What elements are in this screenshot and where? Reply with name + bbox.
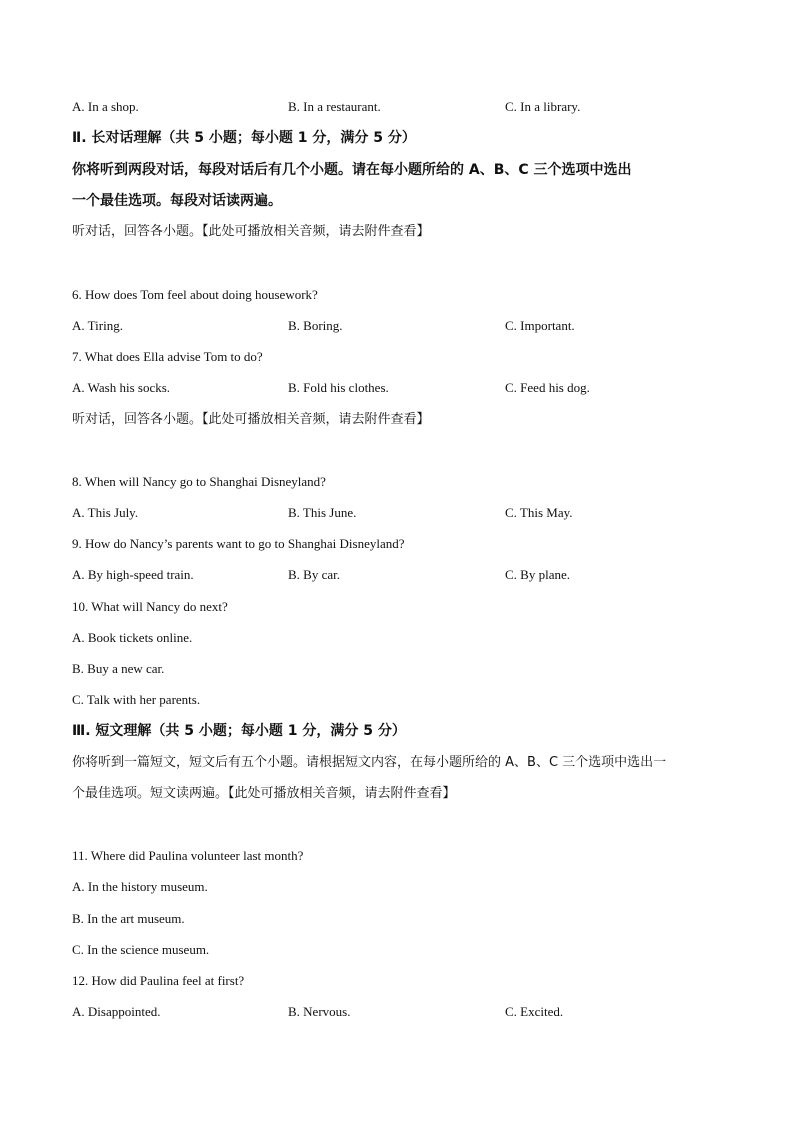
question-7: 7. What does Ella advise Tom to do?	[72, 349, 263, 364]
section-2-title: Ⅱ. 长对话理解（共 5 小题；每小题 1 分，满分 5 分）	[72, 130, 416, 146]
option-c: C. By plane.	[505, 567, 570, 582]
q8-options-row	[72, 504, 732, 522]
question-6: 6. How does Tom feel about doing housework?	[72, 287, 318, 302]
question-9: 9. How do Nancy’s parents want to go to Shanghai Disneyland?	[72, 536, 405, 551]
option-a: A. Wash his socks.	[72, 380, 171, 395]
section-3-instruction-line1: 你将听到一篇短文，短文后有五个小题。请根据短文内容，在每小题所给的 A、B、C 三个选项中选出一	[72, 755, 667, 770]
question-8: 8. When will Nancy go to Shanghai Disneyland?	[72, 474, 326, 489]
q11-option-b: B. In the art museum.	[72, 911, 185, 926]
audio-note-1: 听对话，回答各小题。【此处可播放相关音频，请去附件查看】	[72, 224, 430, 239]
q7-options-row	[72, 379, 732, 397]
question-11: 11. Where did Paulina volunteer last month?	[72, 848, 304, 863]
audio-note-2: 听对话，回答各小题。【此处可播放相关音频，请去附件查看】	[72, 412, 430, 427]
option-a: A. This July.	[72, 505, 139, 520]
option-b: B. Nervous.	[288, 1004, 351, 1019]
section-3-title: Ⅲ. 短文理解（共 5 小题；每小题 1 分，满分 5 分）	[72, 723, 406, 739]
section-2-instruction-line1: 你将听到两段对话，每段对话后有几个小题。请在每小题所给的 A、B、C 三个选项中选出	[72, 162, 632, 178]
option-c: C. In a library.	[505, 99, 581, 114]
option-c: C. Feed his dog.	[505, 380, 590, 395]
option-b: B. By car.	[288, 567, 340, 582]
option-a: A. Tiring.	[72, 318, 123, 333]
option-b: B. Fold his clothes.	[288, 380, 389, 395]
option-a: A. By high-speed train.	[72, 567, 194, 582]
q10-option-c: C. Talk with her parents.	[72, 692, 201, 707]
q9-options-row	[72, 566, 732, 584]
q10-option-a: A. Book tickets online.	[72, 630, 193, 645]
option-a: A. In a shop.	[72, 99, 139, 114]
q12-options-row	[72, 1003, 732, 1021]
q5-options-row	[72, 98, 732, 116]
option-b: B. Boring.	[288, 318, 343, 333]
option-a: A. Disappointed.	[72, 1004, 161, 1019]
q11-option-a: A. In the history museum.	[72, 879, 208, 894]
q6-options-row	[72, 317, 732, 335]
option-c: C. This May.	[505, 505, 573, 520]
q11-option-c: C. In the science museum.	[72, 942, 210, 957]
q10-option-b: B. Buy a new car.	[72, 661, 165, 676]
option-c: C. Important.	[505, 318, 575, 333]
option-b: B. In a restaurant.	[288, 99, 381, 114]
option-c: C. Excited.	[505, 1004, 564, 1019]
question-12: 12. How did Paulina feel at first?	[72, 973, 245, 988]
section-2-instruction-line2: 一个最佳选项。每段对话读两遍。	[72, 193, 282, 209]
section-3-instruction-line2: 个最佳选项。短文读两遍。【此处可播放相关音频，请去附件查看】	[72, 786, 456, 801]
option-b: B. This June.	[288, 505, 357, 520]
question-10: 10. What will Nancy do next?	[72, 599, 228, 614]
